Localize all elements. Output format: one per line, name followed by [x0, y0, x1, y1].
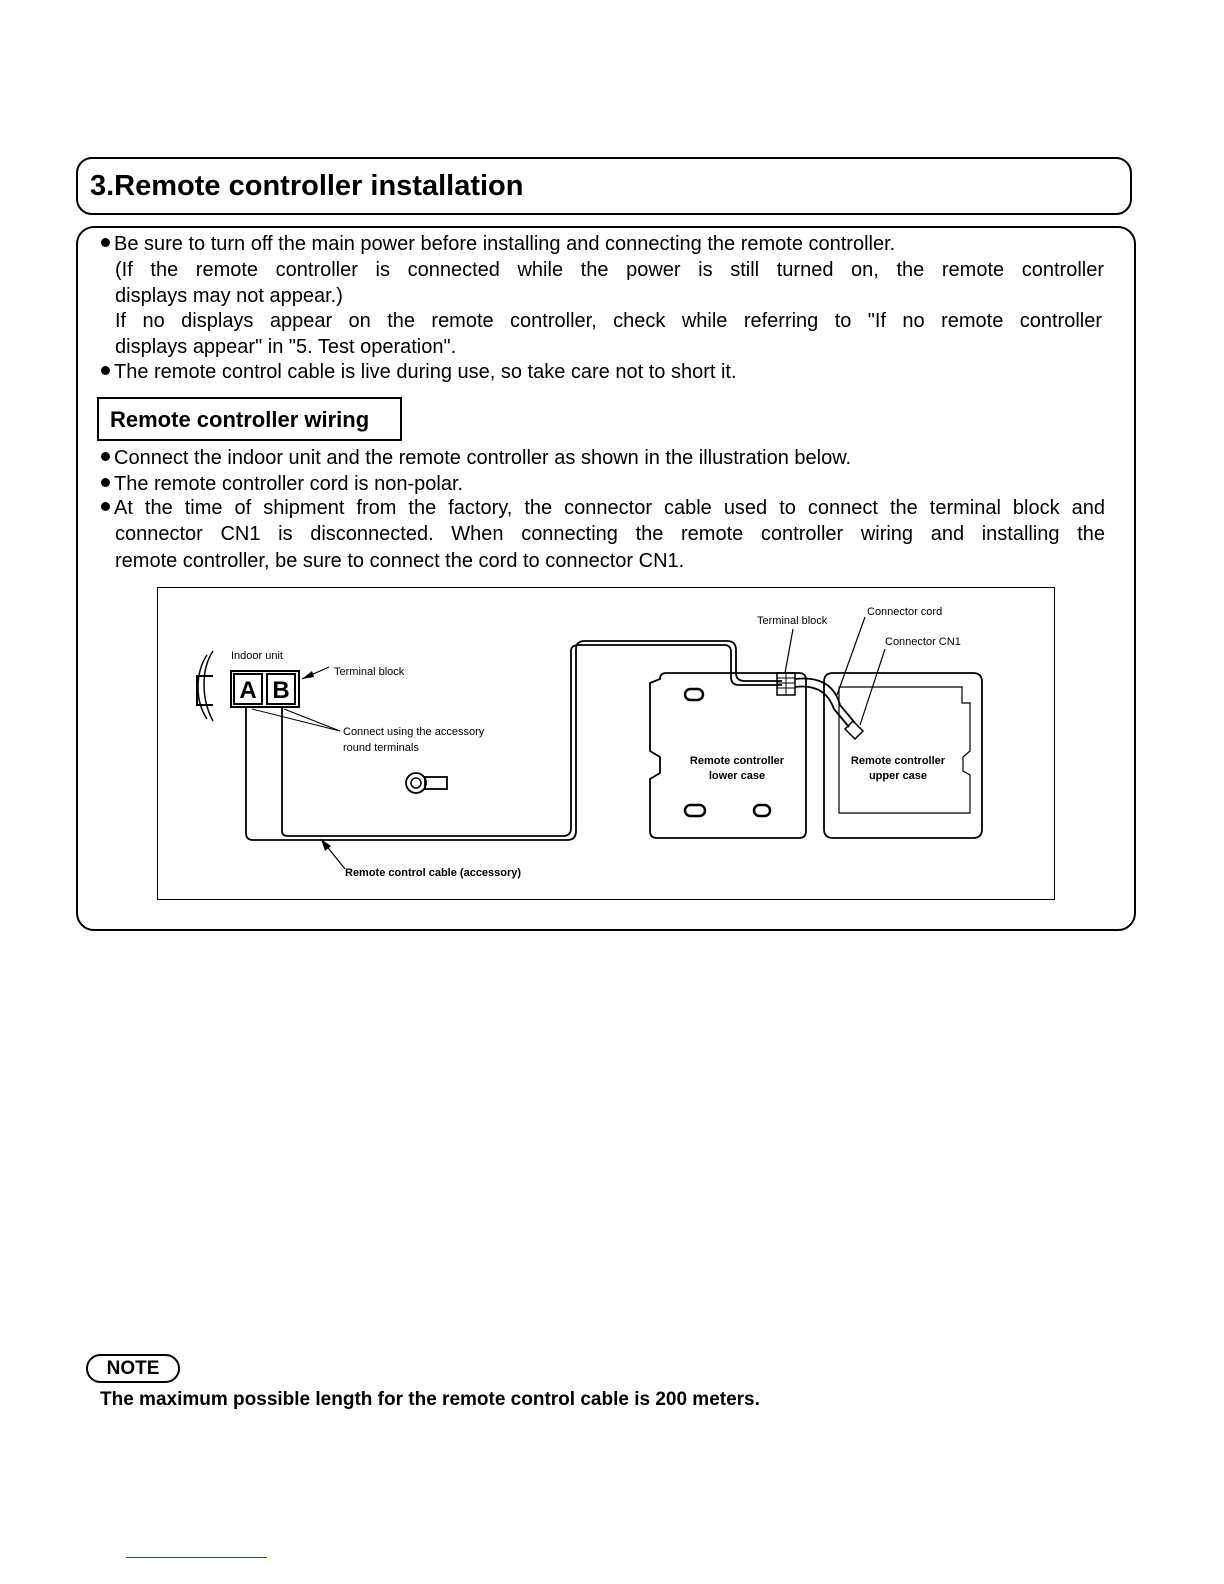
- wiring-bullet-1: Connect the indoor unit and the remote controller as shown in the illustration below.: [101, 445, 851, 471]
- bullet-dot: [101, 238, 110, 247]
- footer-rule: [126, 1557, 267, 1558]
- terminal-block-right-pointer: [785, 629, 793, 673]
- mounting-hole: [685, 689, 703, 700]
- bullet-dot: [101, 502, 110, 511]
- upper-case-inner-outline: [839, 687, 970, 813]
- indoor-unit-break-line: [204, 651, 213, 721]
- indoor-unit-label: Indoor unit: [231, 650, 283, 662]
- bullet-dot: [101, 452, 110, 461]
- connect-note-line-2: round terminals: [343, 742, 419, 754]
- intro-bullet-2: The remote control cable is live during use, so take care not to short it.: [101, 359, 737, 385]
- cable-label: Remote control cable (accessory): [345, 867, 522, 879]
- lower-case-label-line-2: lower case: [708, 770, 766, 782]
- indoor-unit-break-line: [198, 655, 207, 719]
- section-title: 3.Remote controller installation: [90, 170, 524, 202]
- note-text: The maximum possible length for the remote control cable is 200 meters.: [100, 1389, 760, 1410]
- intro-bullet-1: Be sure to turn off the main power before installing and connecting the remote controller.: [101, 231, 895, 257]
- lower-case-label-line-1: Remote controller: [689, 755, 785, 767]
- round-terminal-pointer: [252, 709, 340, 731]
- terminal-block-right-label: Terminal block: [757, 615, 828, 627]
- round-terminal-icon: [406, 773, 447, 793]
- wiring-bullet-3-line-2: connector CN1 is disconnected. When connecting the remote controller wiring and installing the: [115, 523, 1105, 545]
- bullet-dot: [101, 366, 110, 375]
- mounting-hole: [754, 805, 770, 816]
- upper-case-label-line-1: Remote controller: [850, 755, 946, 767]
- connector-cord-pointer: [837, 617, 865, 695]
- terminal-block-left-label: Terminal block: [334, 666, 405, 678]
- upper-case-label-line-2: upper case: [868, 770, 928, 782]
- intro-line-5: displays appear" in "5. Test operation".: [115, 336, 457, 358]
- connector-cord: [795, 679, 855, 723]
- connector-cord-label: Connector cord: [867, 606, 943, 618]
- mounting-hole: [685, 805, 705, 816]
- terminal-block-right: [777, 673, 795, 695]
- wiring-diagram: [157, 587, 1055, 900]
- bullet-dot: [101, 478, 110, 487]
- wiring-bullet-3-line-3: remote controller, be sure to connect the cord to connector CN1.: [115, 550, 685, 572]
- connect-note-line-1: Connect using the accessory: [343, 726, 485, 738]
- note-badge: NOTE: [86, 1354, 180, 1383]
- remote-control-cable-outer: [246, 641, 782, 840]
- intro-line-3: displays may not appear.): [115, 285, 343, 307]
- terminal-a-label: A: [239, 677, 257, 704]
- subheading-wiring: Remote controller wiring: [110, 407, 370, 432]
- connector-cn1-label: Connector CN1: [885, 636, 961, 648]
- arrowhead: [302, 671, 314, 679]
- diagram-frame: [158, 588, 1055, 900]
- terminal-b-label: B: [272, 677, 290, 704]
- wiring-bullet-3: At the time of shipment from the factory, the connector cable used to connect the terminal block and: [101, 495, 1105, 521]
- round-terminal-pointer: [284, 709, 340, 731]
- intro-line-4: If no displays appear on the remote controller, check while referring to "If no remote controller: [115, 310, 1102, 332]
- intro-line-2: (If the remote controller is connected while the power is still turned on, the remote controller: [115, 259, 1104, 281]
- wiring-bullet-2: The remote controller cord is non-polar.: [101, 471, 463, 497]
